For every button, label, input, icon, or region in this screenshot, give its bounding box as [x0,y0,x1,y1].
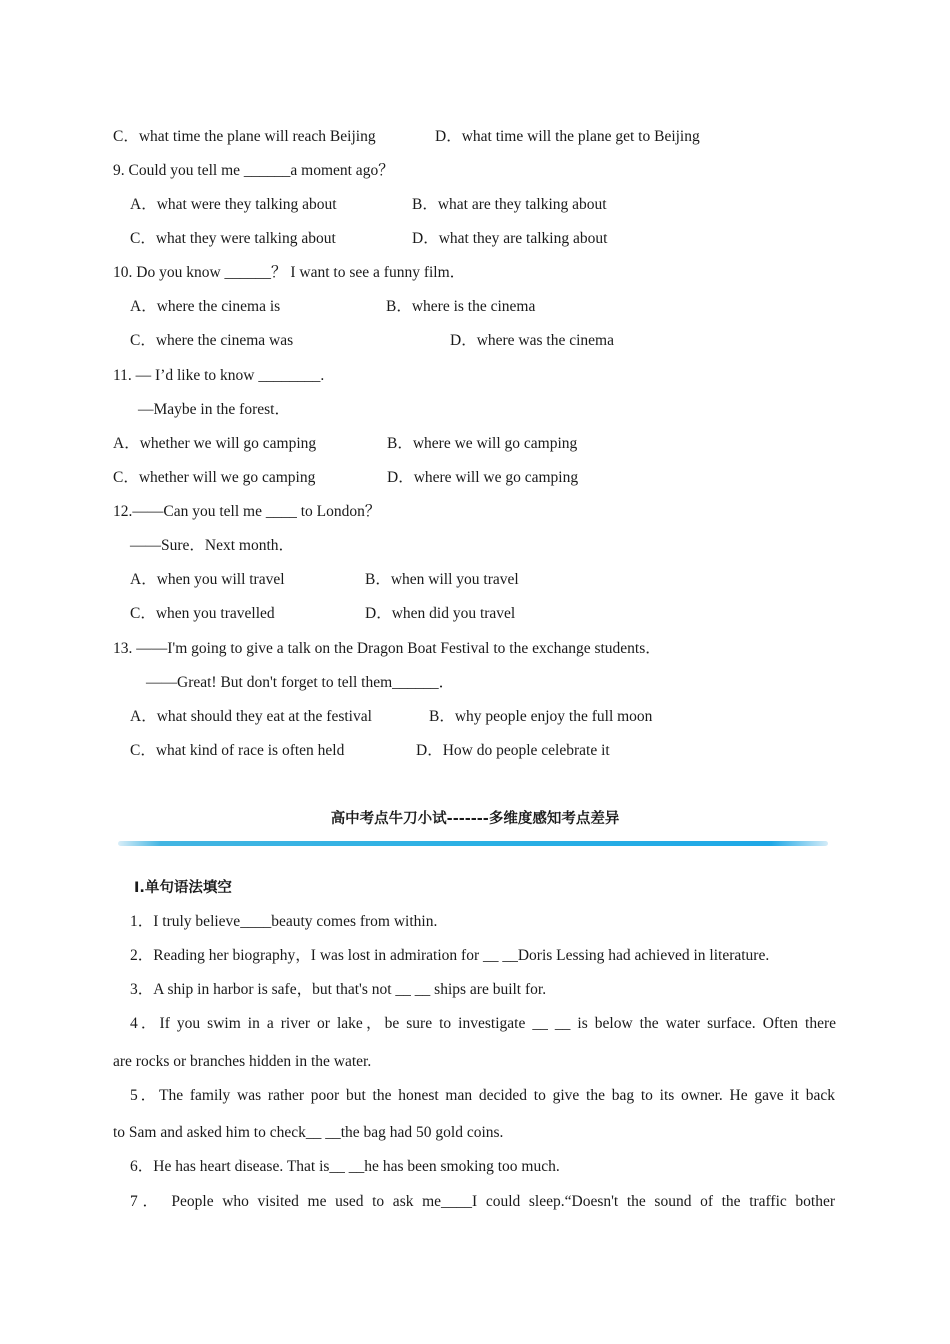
exercise-1: 1．I truly believe____beauty comes from within. [130,913,438,930]
q9-option-b: B．what are they talking about [412,196,607,213]
exercise-5-line-1: 5．The family was rather poor but the honest man decided to give the bag to its owner. He gave it back [130,1087,835,1104]
q11-stem: 11. — I’d like to know ________. [113,367,325,384]
q12-option-a: A．when you will travel [130,571,285,588]
q10-option-c: C．where the cinema was [130,332,294,349]
q12-stem: 12.——Can you tell me ____ to London？ [113,503,381,520]
q12-option-b: B．when will you travel [365,571,519,588]
q13-option-c: C．what kind of race is often held [130,742,345,759]
q13-option-d: D．How do people celebrate it [416,742,610,759]
exercise-4-line-1: 4．If you swim in a river or lake，be sure to investigate __ __ is below the water surface. Often there [130,1015,836,1032]
q9-option-d: D．what they are talking about [412,230,608,247]
q13-option-b: B．why people enjoy the full moon [429,708,653,725]
exercise-4-line-2: are rocks or branches hidden in the water. [113,1053,372,1070]
q11-option-a: A．whether we will go camping [113,435,317,452]
q9-option-c: C．what they were talking about [130,230,336,247]
q13-stem: 13. ——I'm going to give a talk on the Dragon Boat Festival to the exchange students． [113,640,661,657]
section-divider [118,841,828,846]
q10-stem: 10. Do you know ______？ I want to see a funny film． [113,264,466,281]
section-title: 高中考点牛刀小试-------多维度感知考点差异 [330,811,620,827]
part-heading: Ⅰ.单句语法填空 [134,880,232,896]
q9-option-a: A．what were they talking about [130,196,337,213]
q13-option-a: A．what should they eat at the festival [130,708,372,725]
q12-reply: ——Sure．Next month． [130,537,295,554]
q11-option-b: B．where we will go camping [387,435,578,452]
q9-stem: 9. Could you tell me ______a moment ago？ [113,162,394,179]
exercise-6: 6．He has heart disease. That is__ __he has been smoking too much. [130,1158,560,1175]
q10-option-d: D．where was the cinema [450,332,614,349]
q13-reply: ——Great! But don't forget to tell them______． [146,674,455,691]
q11-option-c: C．whether will we go camping [113,469,316,486]
q12-option-d: D．when did you travel [365,605,516,622]
q11-reply: —Maybe in the forest． [138,401,290,418]
exercise-2: 2．Reading her biography，I was lost in admiration for __ __Doris Lessing had achieved in literature. [130,947,770,964]
q11-option-d: D．where will we go camping [387,469,579,486]
q12-option-c: C．when you travelled [130,605,275,622]
exercise-7-line-1: 7． People who visited me used to ask me____I could sleep.“Doesn't the sound of the traffic bother [130,1193,835,1210]
q10-option-a: A．where the cinema is [130,298,281,315]
q8-option-c: C．what time the plane will reach Beijing [113,128,376,145]
q8-option-d: D．what time will the plane get to Beijing [435,128,700,145]
q10-option-b: B．where is the cinema [386,298,536,315]
exercise-5-line-2: to Sam and asked him to check__ __the bag had 50 gold coins. [113,1124,504,1141]
exercise-3: 3．A ship in harbor is safe，but that's not __ __ ships are built for. [130,981,547,998]
